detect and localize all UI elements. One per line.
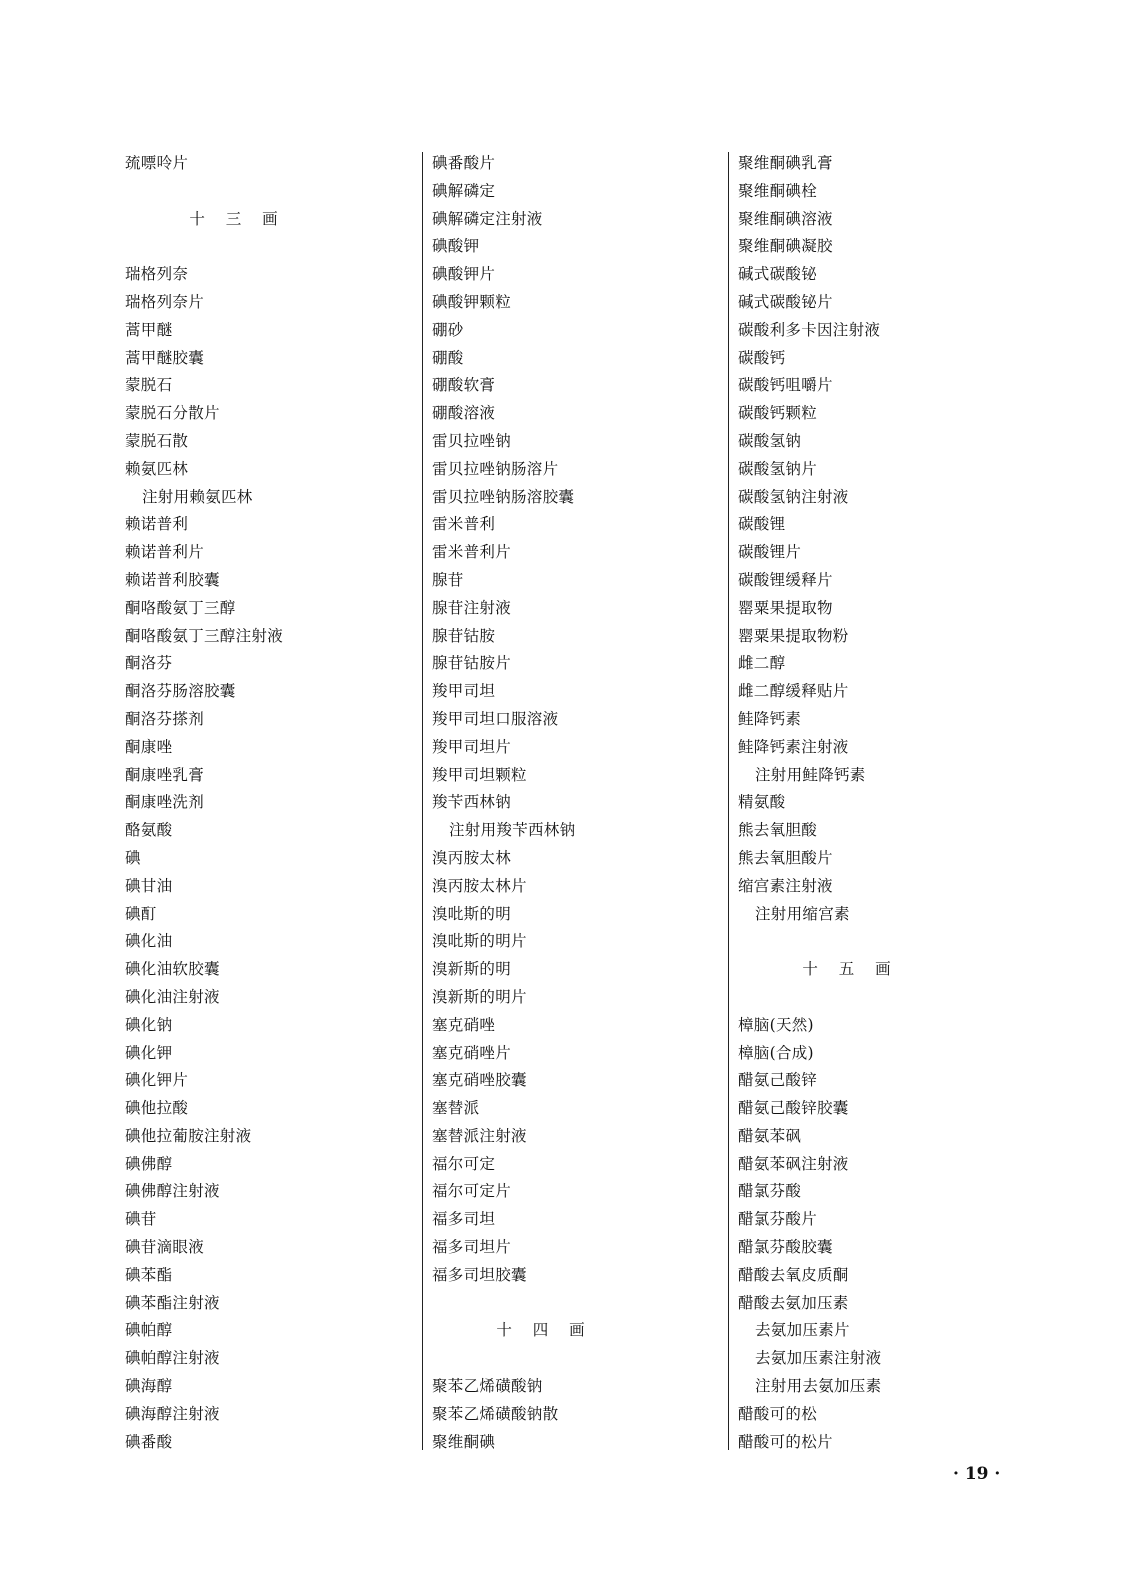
index-entry: 碘酸钾 [432, 237, 480, 256]
index-entry: 碘帕醇 [125, 1321, 173, 1340]
index-entry: 硼酸溶液 [432, 404, 496, 423]
index-entry: 羧苄西林钠 [432, 793, 512, 812]
index-entry: 酮康唑洗剂 [125, 793, 205, 812]
index-entry: 硼酸软膏 [432, 376, 496, 395]
index-entry: 腺苷注射液 [432, 598, 512, 617]
index-entry: 罂粟果提取物粉 [738, 626, 849, 645]
index-entry: 碘化钠 [125, 1015, 173, 1034]
spacer [125, 233, 405, 261]
index-entry: 醋氨己酸锌 [738, 1071, 818, 1090]
index-entry: 聚维酮碘栓 [738, 181, 818, 200]
index-entry: 熊去氧胆酸 [738, 821, 818, 840]
index-entry: 蒿甲醚胶囊 [125, 348, 205, 367]
index-entry: 樟脑(合成) [738, 1043, 814, 1062]
index-entry: 酮洛芬肠溶胶囊 [125, 682, 236, 701]
index-entry: 福尔可定 [432, 1154, 496, 1173]
index-entry: 羧甲司坦 [432, 682, 496, 701]
index-entry: 蒙脱石分散片 [125, 404, 220, 423]
column-divider [728, 152, 729, 1450]
index-entry: 雌二醇 [738, 654, 786, 673]
index-entry: 瑞格列奈片 [125, 292, 205, 311]
index-entry: 塞替派 [432, 1099, 480, 1118]
index-entry: 塞克硝唑 [432, 1015, 496, 1034]
index-subentry: 注射用赖氨匹林 [142, 487, 253, 506]
index-subentry: 注射用去氨加压素 [755, 1377, 882, 1396]
index-entry: 聚苯乙烯磺酸钠 [432, 1377, 543, 1396]
index-entry: 雌二醇缓释贴片 [738, 682, 849, 701]
index-subentry: 注射用羧苄西林钠 [449, 821, 576, 840]
index-entry: 精氨酸 [738, 793, 786, 812]
index-entry: 碘化油 [125, 932, 173, 951]
index-entry: 碳酸氢钠片 [738, 459, 818, 478]
index-entry: 硼砂 [432, 320, 464, 339]
index-entry: 酮咯酸氨丁三醇注射液 [125, 626, 284, 645]
index-entry: 聚维酮碘乳膏 [738, 154, 833, 172]
spacer [738, 928, 1018, 956]
index-entry: 塞替派注射液 [432, 1126, 527, 1145]
index-subentry: 去氨加压素注射液 [755, 1349, 882, 1368]
index-entry: 碘海醇注射液 [125, 1404, 220, 1423]
index-entry: 福多司坦片 [432, 1238, 512, 1257]
stroke-count-heading: 十 四 画 [496, 1321, 593, 1340]
index-entry: 酮洛芬搽剂 [125, 709, 205, 728]
spacer [432, 1345, 712, 1373]
index-entry: 赖诺普利胶囊 [125, 570, 220, 589]
index-entry: 酮康唑 [125, 737, 173, 756]
index-entry: 碳酸氢钠注射液 [738, 487, 849, 506]
index-entry: 碘酊 [125, 904, 157, 923]
index-entry: 碳酸利多卡因注射液 [738, 320, 881, 339]
index-entry: 溴丙胺太林片 [432, 876, 527, 895]
index-entry: 碘佛醇注射液 [125, 1182, 220, 1201]
index-entry: 醋氯芬酸 [738, 1182, 802, 1201]
spacer [738, 984, 1018, 1012]
spacer [432, 1290, 712, 1318]
index-entry: 雷贝拉唑钠肠溶片 [432, 459, 559, 478]
index-entry: 醋酸可的松片 [738, 1432, 833, 1451]
index-entry: 腺苷 [432, 570, 464, 589]
index-entry: 碘甘油 [125, 876, 173, 895]
index-entry: 羧甲司坦口服溶液 [432, 709, 559, 728]
index-entry: 聚维酮碘 [432, 1432, 496, 1451]
index-entry: 碳酸钙咀嚼片 [738, 376, 833, 395]
index-entry: 碘海醇 [125, 1377, 173, 1396]
index-entry: 鲑降钙素注射液 [738, 737, 849, 756]
index-entry: 醋氨苯砜 [738, 1126, 802, 1145]
index-entry: 碘苷滴眼液 [125, 1238, 205, 1257]
index-entry: 酪氨酸 [125, 821, 173, 840]
index-entry: 碘化钾片 [125, 1071, 189, 1090]
index-entry: 雷米普利片 [432, 543, 512, 562]
index-entry: 熊去氧胆酸片 [738, 848, 833, 867]
index-entry: 赖氨匹林 [125, 459, 189, 478]
spacer [125, 178, 405, 206]
index-entry: 碳酸锂片 [738, 543, 802, 562]
index-entry: 碘帕醇注射液 [125, 1349, 220, 1368]
index-entry: 碘苯酯注射液 [125, 1293, 220, 1312]
index-entry: 碘番酸片 [432, 154, 496, 172]
index-entry: 硼酸 [432, 348, 464, 367]
index-entry: 羧甲司坦颗粒 [432, 765, 527, 784]
index-entry: 溴新斯的明片 [432, 987, 527, 1006]
index-entry: 碳酸钙 [738, 348, 786, 367]
index-entry: 碘解磷定 [432, 181, 496, 200]
index-entry: 溴吡斯的明片 [432, 932, 527, 951]
index-entry: 福尔可定片 [432, 1182, 512, 1201]
index-entry: 醋酸可的松 [738, 1404, 818, 1423]
index-entry: 巯嘌呤片 [125, 154, 189, 172]
index-entry: 溴新斯的明 [432, 960, 512, 979]
index-entry: 雷贝拉唑钠 [432, 431, 512, 450]
index-entry: 樟脑(天然) [738, 1015, 814, 1034]
index-entry: 碳酸钙颗粒 [738, 404, 818, 423]
index-entry: 酮咯酸氨丁三醇 [125, 598, 236, 617]
index-subentry: 去氨加压素片 [755, 1321, 850, 1340]
page-number: · 19 · [953, 1464, 1001, 1484]
index-entry: 缩宫素注射液 [738, 876, 833, 895]
index-entry: 赖诺普利片 [125, 543, 205, 562]
index-entry: 碘苷 [125, 1210, 157, 1229]
index-entry: 雷米普利 [432, 515, 496, 534]
index-entry: 醋氯芬酸片 [738, 1210, 818, 1229]
index-entry: 瑞格列奈 [125, 265, 189, 284]
index-subentry: 注射用缩宫素 [755, 904, 850, 923]
index-entry: 醋酸去氧皮质酮 [738, 1265, 849, 1284]
index-entry: 聚苯乙烯磺酸钠散 [432, 1404, 559, 1423]
index-entry: 溴丙胺太林 [432, 848, 512, 867]
index-entry: 腺苷钴胺片 [432, 654, 512, 673]
index-entry: 酮康唑乳膏 [125, 765, 205, 784]
index-entry: 罂粟果提取物 [738, 598, 833, 617]
index-entry: 腺苷钴胺 [432, 626, 496, 645]
index-entry: 碘酸钾颗粒 [432, 292, 512, 311]
index-entry: 碘化油软胶囊 [125, 960, 220, 979]
index-column-3 [738, 150, 1018, 1456]
index-entry: 碱式碳酸铋 [738, 265, 818, 284]
index-entry: 碘他拉葡胺注射液 [125, 1126, 252, 1145]
index-entry: 塞克硝唑胶囊 [432, 1071, 527, 1090]
index-entry: 蒙脱石散 [125, 431, 189, 450]
index-column-1 [125, 150, 405, 1456]
column-divider [422, 152, 423, 1450]
index-subentry: 注射用鲑降钙素 [755, 765, 866, 784]
index-entry: 福多司坦 [432, 1210, 496, 1229]
index-entry: 碘佛醇 [125, 1154, 173, 1173]
index-entry: 碳酸锂 [738, 515, 786, 534]
index-entry: 碘苯酯 [125, 1265, 173, 1284]
index-entry: 醋氯芬酸胶囊 [738, 1238, 833, 1257]
index-entry: 醋酸去氨加压素 [738, 1293, 849, 1312]
index-entry: 碳酸锂缓释片 [738, 570, 833, 589]
index-entry: 碘化钾 [125, 1043, 173, 1062]
index-entry: 蒿甲醚 [125, 320, 173, 339]
index-entry: 福多司坦胶囊 [432, 1265, 527, 1284]
index-entry: 醋氨己酸锌胶囊 [738, 1099, 849, 1118]
stroke-count-heading: 十 三 画 [189, 209, 286, 228]
index-entry: 聚维酮碘溶液 [738, 209, 833, 228]
index-entry: 雷贝拉唑钠肠溶胶囊 [432, 487, 575, 506]
index-entry: 碘 [125, 848, 141, 867]
index-entry: 碘他拉酸 [125, 1099, 189, 1118]
index-entry: 蒙脱石 [125, 376, 173, 395]
index-entry: 碱式碳酸铋片 [738, 292, 833, 311]
index-entry: 酮洛芬 [125, 654, 173, 673]
index-entry: 羧甲司坦片 [432, 737, 512, 756]
index-entry: 碳酸氢钠 [738, 431, 802, 450]
index-entry: 碘化油注射液 [125, 987, 220, 1006]
index-entry: 溴吡斯的明 [432, 904, 512, 923]
index-entry: 碘酸钾片 [432, 265, 496, 284]
index-entry: 聚维酮碘凝胶 [738, 237, 833, 256]
index-entry: 醋氨苯砜注射液 [738, 1154, 849, 1173]
index-entry: 塞克硝唑片 [432, 1043, 512, 1062]
index-entry: 鲑降钙素 [738, 709, 802, 728]
index-entry: 赖诺普利 [125, 515, 189, 534]
index-entry: 碘番酸 [125, 1432, 173, 1451]
index-column-2 [432, 150, 712, 1456]
index-entry: 碘解磷定注射液 [432, 209, 543, 228]
stroke-count-heading: 十 五 画 [802, 960, 899, 979]
